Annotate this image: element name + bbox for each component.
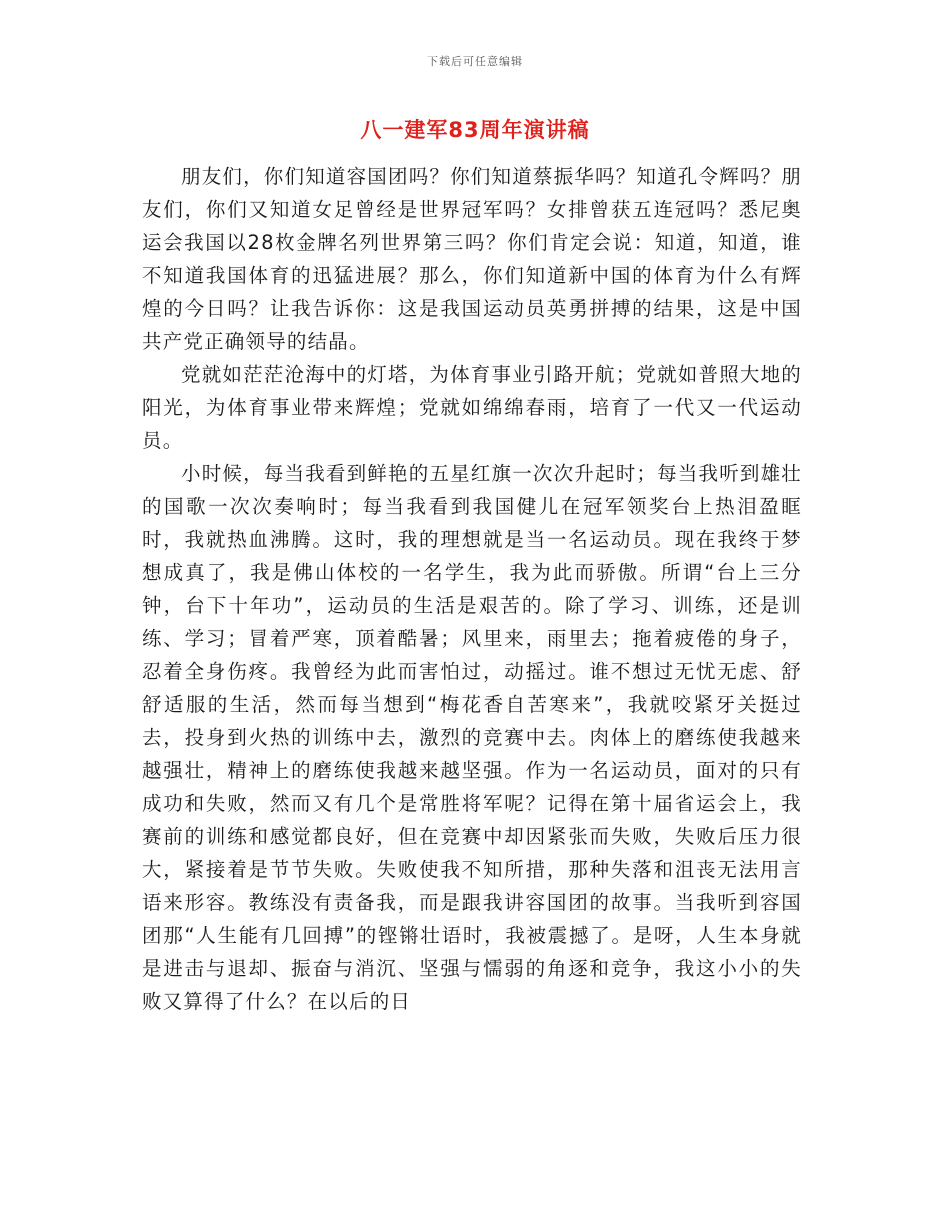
paragraph-1: 朋友们，你们知道容国团吗？你们知道蔡振华吗？知道孔令辉吗？朋友们，你们又知道女足曾经是世界冠军吗？女排曾获五连冠吗？悉尼奥运会我国以28枚金牌名列世界第三吗？你们肯定会说：知道，知道，谁不知道我国体育的迅猛进展？那么，你们知道新中国的体育为什么有辉煌的今日吗？让我告诉你：这是我国运动员英勇拼搏的结果，这是中国共产党正确领导的结晶。: [142, 165, 803, 353]
paragraph-2: 党就如茫茫沧海中的灯塔，为体育事业引路开航；党就如普照大地的阳光，为体育事业带来辉煌；党就如绵绵春雨，培育了一代又一代运动员。: [142, 363, 803, 452]
header-note: 下载后可任意编辑: [427, 55, 523, 68]
document-title: 八一建军83周年演讲稿: [360, 118, 590, 142]
paragraph-3: 小时候，每当我看到鲜艳的五星红旗一次次升起时；每当我听到雄壮的国歌一次次奏响时；每当我看到我国健儿在冠军领奖台上热泪盈眶时，我就热血沸腾。这时，我的理想就是当一名运动员。现在我终于梦想成真了，我是佛山体校的一名学生，我为此而骄傲。所谓“台上三分钟，台下十年功”，运动员的生活是艰苦的。除了学习、训练，还是训练、学习；冒着严寒，顶着酷暑；风里来，雨里去；拖着疲倦的身子，忍着全身伤疼。我曾经为此而害怕过，动摇过。谁不想过无忧无虑、舒舒适服的生活，然而每当想到“梅花香自苦寒来”，我就咬紧牙关挺过去，投身到火热的训练中去，激烈的竞赛中去。肉体上的磨练使我越来越强壮，精神上的磨练使我越来越坚强。作为一名运动员，面对的只有成功和失败，然而又有几个是常胜将军呢？记得在第十届省运会上，我赛前的训练和感觉都良好，但在竞赛中却因紧张而失败，失败后压力很大，紧接着是节节失败。失败使我不知所措，那种失落和沮丧无法用言语来形容。教练没有责备我，而是跟我讲容国团的故事。当我听到容国团那“人生能有几回搏”的铿锵壮语时，我被震撼了。是呀，人生本身就是进击与退却、振奋与消沉、坚强与懦弱的角逐和竞争，我这小小的失败又算得了什么？在以后的日: [142, 462, 803, 1013]
document-body: [142, 160, 802, 1018]
